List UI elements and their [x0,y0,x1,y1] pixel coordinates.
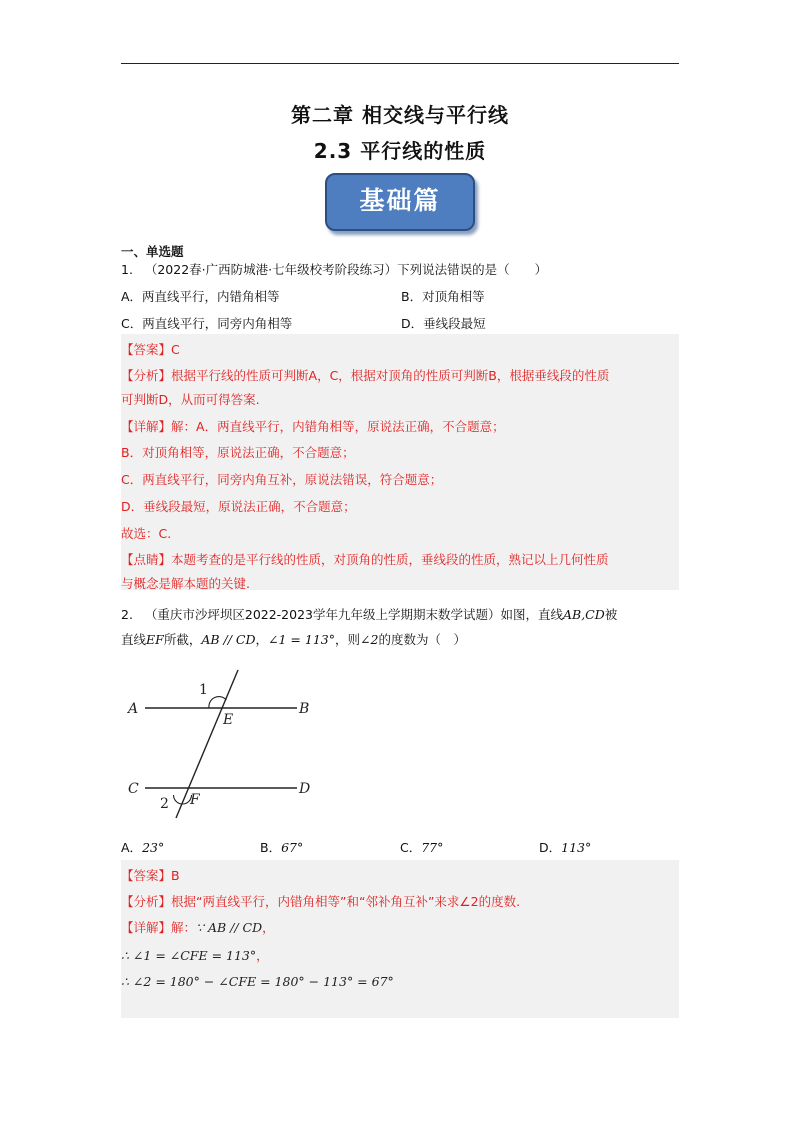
question-1-stem [121,260,547,278]
q2-option-c: C．77° [400,840,444,855]
label-angle-2: 2 [160,796,169,812]
q2-option-a: A．23° [121,840,165,855]
label-f: F [190,792,200,808]
q1-answer-block [121,334,679,590]
q2-option-d: D．113° [539,840,592,855]
q2-detail-line-2: ∴ ∠1 = ∠CFE = 113°， [121,948,269,963]
q2-option-b: B．67° [260,840,304,855]
q1-option-b: B．对顶角相等 [401,289,485,304]
q2-analysis: 【分析】根据“两直线平行，内错角相等”和“邻补角互补”来求∠2的度数. [121,894,521,909]
q1-option-c: C．两直线平行，同旁内角相等 [121,316,293,331]
header-rule [121,63,679,64]
question-2-stem-line-2: 直线EF所截，AB // CD，∠1 = 113°，则∠2的度数为（ ） [121,632,466,647]
q1-detail-line-3: C．两直线平行，同旁内角互补，原说法错误，符合题意； [121,472,443,487]
label-a: A [128,701,139,717]
q2-answer-block [121,860,679,1018]
q1-analysis-line-1: 【分析】根据平行线的性质可判断A，C，根据对顶角的性质可判断B，根据垂线段的性质 [121,368,610,383]
label-b: B [299,701,310,717]
level-badge: 基础篇 [325,173,475,231]
question-2-stem-line-1: 2. （重庆市沙坪坝区2022-2023学年九年级上学期期末数学试题）如图，直线AB,CD被 [121,607,618,622]
q1-detail-line-2: B．对顶角相等，原说法正确，不合题意； [121,445,355,460]
section-heading: 一、单选题 [121,244,184,259]
question-number: 2. [121,607,133,622]
q1-option-d: D．垂线段最短 [401,316,486,331]
chapter-title: 第二章 相交线与平行线 [291,103,509,127]
label-e: E [223,712,234,728]
label-d: D [299,781,311,797]
section-title: 2.3 平行线的性质 [313,139,487,163]
q2-detail-line-3: ∴ ∠2 = 180° − ∠CFE = 180° − 113° = 67° [121,974,394,989]
question-text: （2022春·广西防城港·七年级校考阶段练习）下列说法错误的是（ ） [144,262,548,277]
q1-detail-line-1: 【详解】解：A．两直线平行，内错角相等，原说法正确，不合题意； [121,419,505,434]
q1-analysis-line-2: 可判断D，从而可得答案. [121,392,260,407]
question-number: 1. [121,262,133,277]
parallel-lines-figure [121,668,321,828]
q2-detail-line-1: 【详解】解：∵ AB // CD， [121,920,275,935]
label-c: C [128,781,139,797]
q1-answer: 【答案】C [121,342,180,357]
q1-comment-line-2: 与概念是解本题的关键. [121,576,250,591]
q1-comment-line-1: 【点睛】本题考查的是平行线的性质，对顶角的性质，垂线段的性质，熟记以上几何性质 [121,552,609,567]
label-angle-1: 1 [199,682,208,698]
q1-conclusion: 故选：C. [121,526,172,541]
q1-option-a: A．两直线平行，内错角相等 [121,289,280,304]
q1-detail-line-4: D．垂线段最短，原说法正确，不合题意； [121,499,356,514]
q2-answer: 【答案】B [121,868,180,883]
